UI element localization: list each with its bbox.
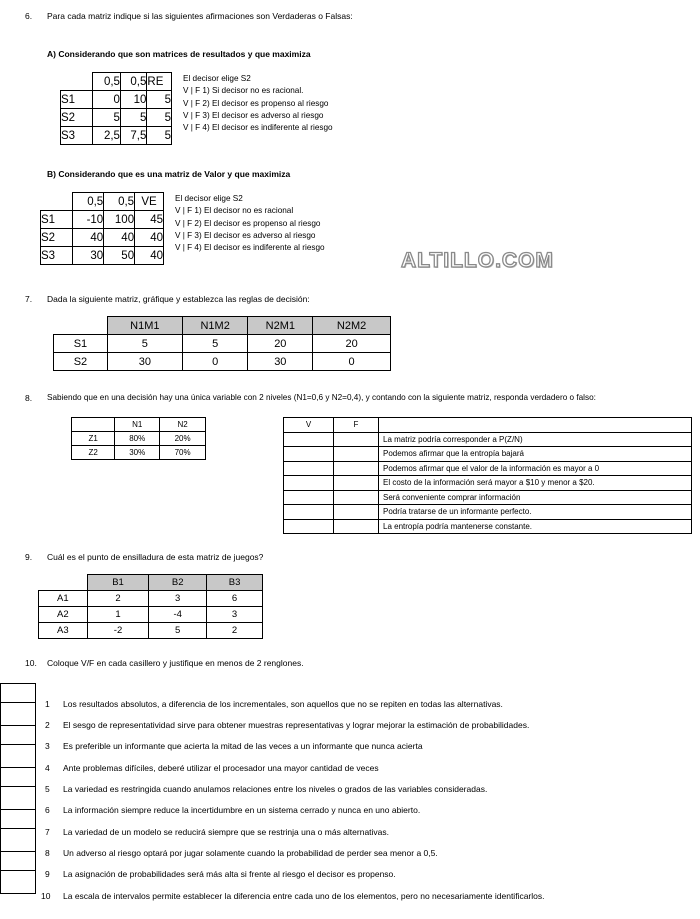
table-cell: 0,5 (92, 73, 120, 91)
item-number: 9 (45, 869, 50, 879)
q10-items (0, 683, 700, 913)
v-header: V (284, 418, 334, 433)
table-cell: 30 (73, 247, 104, 265)
q6a-statements (183, 73, 333, 134)
item-number: 2 (45, 720, 50, 730)
table-cell: 5 (120, 109, 146, 127)
q8-matrix (71, 417, 206, 460)
item-text: La información siempre reduce la incertidumbre en un sistema cerrado y nunca en uno abierto. (63, 805, 421, 815)
table-cell: S3 (41, 247, 73, 265)
table-cell (41, 193, 73, 211)
table-cell: 0,5 (120, 73, 146, 91)
q7-number: 7. (25, 294, 33, 304)
table-row (54, 353, 391, 371)
table-cell: 0,5 (104, 193, 135, 211)
table-row (284, 490, 692, 505)
vf-answer-box[interactable] (0, 851, 36, 871)
vf-answer-box[interactable] (0, 744, 36, 768)
table-cell: N1M2 (182, 317, 248, 335)
statement: Podemos afirmar que el valor de la información es mayor a 0 (379, 461, 692, 476)
table-cell: A3 (39, 623, 88, 639)
statement: V | F 2) El decisor es propenso al riesgo (183, 98, 329, 108)
statement: V | F 2) El decisor es propenso al riesgo (175, 218, 321, 228)
vf-answer-box[interactable] (0, 786, 36, 810)
table-cell: N2M1 (248, 317, 313, 335)
table-cell: 20 (313, 335, 391, 353)
table-cell: 40 (135, 247, 164, 265)
item-number: 10 (41, 891, 51, 901)
item-text: La asignación de probabilidades será más alta si frente al riesgo el decisor es propenso. (63, 869, 396, 879)
statement: Será conveniente comprar información (379, 490, 692, 505)
q9-matrix (38, 574, 263, 639)
table-cell: N2 (160, 418, 206, 432)
q10-number: 10. (25, 658, 37, 668)
table-cell: 10 (120, 91, 146, 109)
table-cell: B2 (149, 575, 207, 591)
table-cell: S1 (41, 211, 73, 229)
statement: V | F 4) El decisor es indiferente al riesgo (175, 243, 325, 253)
table-cell (39, 575, 88, 591)
table-cell: N1M1 (107, 317, 182, 335)
table-cell: 0 (182, 353, 248, 371)
table-cell: 3 (149, 591, 207, 607)
table-cell: 7,5 (120, 127, 146, 145)
table-cell (72, 418, 115, 432)
table-cell: 40 (104, 229, 135, 247)
table-cell: -10 (73, 211, 104, 229)
q6b-statements (175, 193, 325, 254)
statement: La matriz podría corresponder a P(Z/N) (379, 432, 692, 447)
table-row (39, 575, 263, 591)
q6a-matrix (60, 72, 172, 145)
table-row (41, 193, 164, 211)
table-cell: Z1 (72, 432, 115, 446)
table-cell: 20 (248, 335, 313, 353)
table-row (72, 446, 206, 460)
statement: El decisor elige S2 (175, 194, 243, 203)
q6a-title: A) Considerando que son matrices de resultados y que maximiza (47, 49, 311, 59)
table-row (284, 476, 692, 491)
table-cell: 45 (135, 211, 164, 229)
f-answer-cell[interactable] (334, 490, 379, 505)
table-row (284, 432, 692, 447)
table-cell: S2 (41, 229, 73, 247)
v-answer-cell[interactable] (284, 447, 334, 462)
table-cell: 3 (207, 607, 263, 623)
q9-text: Cuál es el punto de ensilladura de esta matriz de juegos? (47, 552, 264, 562)
f-answer-cell[interactable] (334, 476, 379, 491)
statement: V | F 3) El decisor es adverso al riesgo (183, 110, 324, 120)
table-row (41, 229, 164, 247)
table-row (61, 109, 172, 127)
table-cell: S1 (61, 91, 93, 109)
table-cell: N2M2 (313, 317, 391, 335)
table-cell: 20% (160, 432, 206, 446)
table-cell: S2 (61, 109, 93, 127)
v-answer-cell[interactable] (284, 490, 334, 505)
q8-number: 8. (25, 393, 33, 403)
table-cell (379, 418, 692, 433)
table-row (41, 211, 164, 229)
table-cell: 5 (147, 109, 172, 127)
v-answer-cell[interactable] (284, 476, 334, 491)
table-cell (54, 317, 108, 335)
item-number: 4 (45, 763, 50, 773)
watermark-logo: ALTILLO.COM (401, 249, 554, 272)
table-cell: -4 (149, 607, 207, 623)
table-cell: 40 (73, 229, 104, 247)
table-cell: N1 (115, 418, 160, 432)
q6b-title: B) Considerando que es una matriz de Valor y que maximiza (47, 169, 291, 179)
q7-matrix (53, 316, 391, 371)
vf-answer-box[interactable] (0, 683, 36, 703)
item-text: La variedad es restringida cuando anulamos relaciones entre los niveles o grados de las variables consideradas. (63, 784, 488, 794)
table-row (61, 73, 172, 91)
table-cell: 30 (248, 353, 313, 371)
table-cell: 2 (207, 623, 263, 639)
item-text: La escala de intervalos permite establecer la diferencia entre cada uno de los elementos, pero no necesariamente identificarlos. (63, 891, 545, 901)
vf-answer-box[interactable] (0, 702, 36, 726)
item-number: 1 (45, 699, 50, 709)
table-row (61, 127, 172, 145)
q10-text: Coloque V/F en cada casillero y justifique en menos de 2 renglones. (47, 658, 304, 668)
table-cell: 6 (207, 591, 263, 607)
table-cell: RE (147, 73, 172, 91)
item-number: 7 (45, 827, 50, 837)
table-cell: VE (135, 193, 164, 211)
q6-number: 6. (25, 11, 33, 21)
table-cell: -2 (87, 623, 149, 639)
table-row (284, 418, 692, 433)
table-row (284, 447, 692, 462)
table-cell: 100 (104, 211, 135, 229)
q6b-matrix (40, 192, 164, 265)
table-cell: 5 (147, 91, 172, 109)
item-text: Es preferible un informante que acierta la mitad de las veces a un informante que nunca acierta (63, 741, 423, 751)
v-answer-cell[interactable] (284, 519, 334, 534)
f-header: F (334, 418, 379, 433)
item-text: Los resultados absolutos, a diferencia de los incrementales, son aquellos que no se repiten en todas las alternativas. (63, 699, 503, 709)
table-cell: 2,5 (92, 127, 120, 145)
item-number: 6 (45, 805, 50, 815)
statement: V | F 4) El decisor es indiferente al riesgo (183, 123, 333, 133)
item-number: 3 (45, 741, 50, 751)
table-cell: 5 (147, 127, 172, 145)
f-answer-cell[interactable] (334, 519, 379, 534)
table-cell: S3 (61, 127, 93, 145)
item-text: Un adverso al riesgo optará por jugar solamente cuando la probabilidad de perder sea menor a 0,5. (63, 848, 438, 858)
vf-answer-box[interactable] (0, 828, 36, 852)
table-cell: 0 (92, 91, 120, 109)
table-row (72, 432, 206, 446)
table-cell: S1 (54, 335, 108, 353)
q6-text: Para cada matriz indique si las siguientes afirmaciones son Verdaderas o Falsas: (47, 11, 353, 21)
item-text: Ante problemas difíciles, deberé utilizar el procesador una mayor cantidad de veces (63, 763, 379, 773)
table-cell: B1 (87, 575, 149, 591)
statement: Podemos afirmar que la entropía bajará (379, 447, 692, 462)
table-cell: 5 (149, 623, 207, 639)
item-text: El sesgo de representatividad sirve para obtener muestras representativas y lograr mejorar la estimación de probabilidades. (63, 720, 530, 730)
f-answer-cell[interactable] (334, 447, 379, 462)
table-cell: 30 (107, 353, 182, 371)
table-row (61, 91, 172, 109)
table-cell: 1 (87, 607, 149, 623)
item-number: 5 (45, 784, 50, 794)
statement: V | F 3) El decisor es adverso al riesgo (175, 230, 316, 240)
table-cell: 0,5 (73, 193, 104, 211)
table-cell: A2 (39, 607, 88, 623)
table-row (54, 317, 391, 335)
table-cell: 70% (160, 446, 206, 460)
vf-answer-box[interactable] (0, 725, 36, 745)
table-row (284, 519, 692, 534)
table-cell: 0 (313, 353, 391, 371)
table-cell: 40 (135, 229, 164, 247)
table-cell: 5 (92, 109, 120, 127)
statement: El decisor elige S2 (183, 74, 251, 83)
q8-text: Sabiendo que en una decisión hay una única variable con 2 niveles (N1=0,6 y N2=0,4), y contando con la siguiente matriz, responda verdadero o falso: (47, 393, 596, 402)
item-text: La variedad de un modelo se reducirá siempre que se restrinja una o más alternativas. (63, 827, 390, 837)
table-row (54, 335, 391, 353)
table-cell: 2 (87, 591, 149, 607)
f-answer-cell[interactable] (334, 505, 379, 520)
table-cell (61, 73, 93, 91)
item-number: 8 (45, 848, 50, 858)
table-row (39, 623, 263, 639)
v-answer-cell[interactable] (284, 505, 334, 520)
vf-answer-box[interactable] (0, 870, 36, 894)
table-cell: 30% (115, 446, 160, 460)
statement: El costo de la información será mayor a $10 y menor a $20. (379, 476, 692, 491)
table-row (72, 418, 206, 432)
table-row (39, 607, 263, 623)
v-answer-cell[interactable] (284, 461, 334, 476)
q8-vf-table (283, 417, 692, 534)
table-cell: 5 (182, 335, 248, 353)
table-cell: A1 (39, 591, 88, 607)
table-cell: B3 (207, 575, 263, 591)
q9-number: 9. (25, 552, 33, 562)
statement: V | F 1) Si decisor no es racional. (183, 86, 304, 96)
statement: Podría tratarse de un informante perfecto. (379, 505, 692, 520)
table-cell: Z2 (72, 446, 115, 460)
table-cell: 80% (115, 432, 160, 446)
q7-text: Dada la siguiente matriz, gráfique y establezca las reglas de decisión: (47, 294, 310, 304)
vf-answer-box[interactable] (0, 809, 36, 829)
vf-answer-box[interactable] (0, 767, 36, 787)
table-row (41, 247, 164, 265)
table-cell: 50 (104, 247, 135, 265)
statement: La entropía podría mantenerse constante. (379, 519, 692, 534)
table-row (284, 505, 692, 520)
table-cell: S2 (54, 353, 108, 371)
f-answer-cell[interactable] (334, 461, 379, 476)
statement: V | F 1) El decisor no es racional (175, 206, 294, 216)
table-row (284, 461, 692, 476)
table-row (39, 591, 263, 607)
v-answer-cell[interactable] (284, 432, 334, 447)
table-cell: 5 (107, 335, 182, 353)
f-answer-cell[interactable] (334, 432, 379, 447)
